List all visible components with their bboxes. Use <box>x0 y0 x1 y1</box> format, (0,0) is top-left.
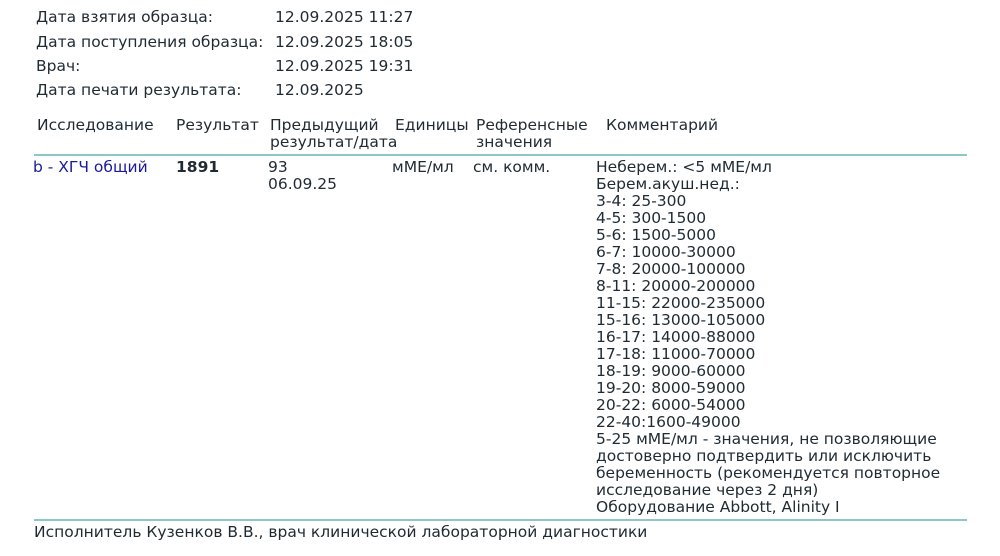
comment-line: 4-5: 300-1500 <box>596 209 707 227</box>
previous-value: 93 <box>268 158 288 176</box>
sample-received-value: 12.09.2025 18:05 <box>275 33 414 51</box>
print-date-label: Дата печати результата: <box>36 81 242 99</box>
comment-line: 11-15: 22000-235000 <box>596 294 766 312</box>
comment-line: Оборудование Abbott, Alinity I <box>596 498 840 516</box>
print-date-value: 12.09.2025 <box>275 81 364 99</box>
comment-line: 6-7: 10000-30000 <box>596 243 736 261</box>
header-reference-line1: Референсные <box>476 116 588 134</box>
comment-line: беременность (рекомендуется повторное <box>596 464 941 482</box>
sample-received-label: Дата поступления образца: <box>36 33 264 51</box>
header-comment: Комментарий <box>606 116 719 134</box>
header-test: Исследование <box>37 116 154 134</box>
comment-line: 8-11: 20000-200000 <box>596 277 756 295</box>
comment-line: 22-40:1600-49000 <box>596 413 741 431</box>
doctor-label: Врач: <box>36 57 81 75</box>
comment-line: 18-19: 9000-60000 <box>596 362 746 380</box>
header-divider <box>34 154 967 156</box>
test-comment <box>596 159 940 516</box>
header-reference-line2: значения <box>476 133 553 151</box>
comment-line: 20-22: 6000-54000 <box>596 396 746 414</box>
comment-line: 19-20: 8000-59000 <box>596 379 746 397</box>
test-units: мМЕ/мл <box>392 158 454 176</box>
sample-taken-value: 12.09.2025 11:27 <box>275 8 414 26</box>
comment-line: 5-6: 1500-5000 <box>596 226 716 244</box>
test-reference: см. комм. <box>473 158 551 176</box>
previous-date: 06.09.25 <box>268 175 338 193</box>
header-previous-line1: Предыдущий <box>270 116 379 134</box>
comment-line: 7-8: 20000-100000 <box>596 260 746 278</box>
performer-footer: Исполнитель Кузенков В.В., врач клинической лабораторной диагностики <box>34 523 648 541</box>
comment-line: 17-18: 11000-70000 <box>596 345 756 363</box>
sample-taken-label: Дата взятия образца: <box>36 8 214 26</box>
comment-line: достоверно подтвердить или исключить <box>596 447 932 465</box>
comment-line: 16-17: 14000-88000 <box>596 328 756 346</box>
comment-line: 15-16: 13000-105000 <box>596 311 766 329</box>
header-reference <box>476 117 588 151</box>
previous-result <box>268 159 337 193</box>
test-result: 1891 <box>176 158 220 176</box>
comment-line: Неберем.: <5 мМЕ/мл <box>596 158 772 176</box>
comment-line: Берем.акуш.нед.: <box>596 175 740 193</box>
header-result: Результат <box>176 116 259 134</box>
header-previous <box>270 117 397 151</box>
header-previous-line2: результат/дата <box>270 133 398 151</box>
test-name: b - ХГЧ общий <box>33 158 148 176</box>
comment-line: 3-4: 25-300 <box>596 192 687 210</box>
doctor-value: 12.09.2025 19:31 <box>275 57 414 75</box>
header-units: Единицы <box>395 116 469 134</box>
comment-line: 5-25 мМЕ/мл - значения, не позволяющие <box>596 430 937 448</box>
footer-divider <box>34 519 967 521</box>
comment-line: исследование через 2 дня) <box>596 481 819 499</box>
